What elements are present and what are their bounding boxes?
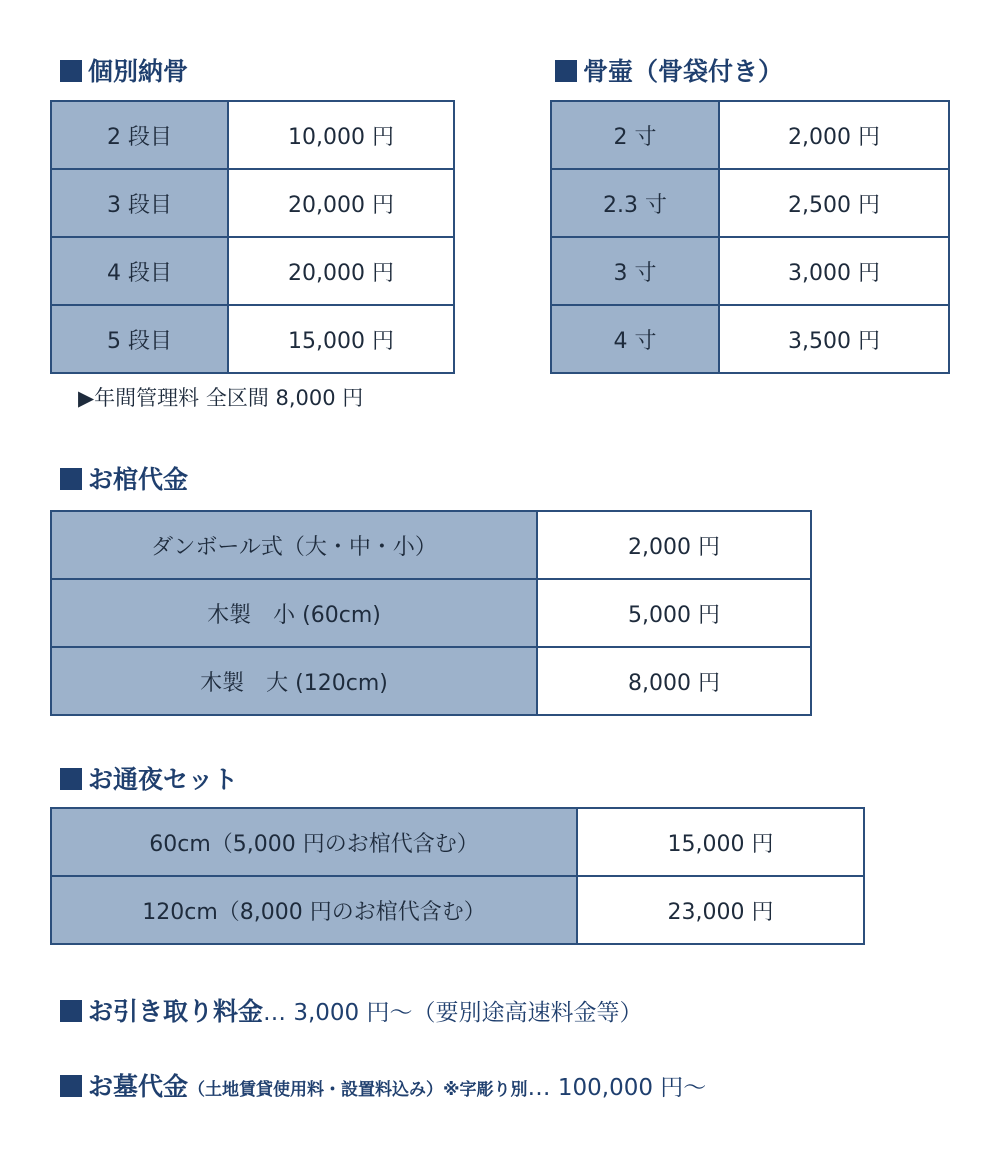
row-label: ダンボール式（大・中・小）: [51, 511, 537, 579]
row-price: 23,000 円: [577, 876, 864, 944]
row-price: 10,000 円: [228, 101, 454, 169]
heading-otsuya-set: [60, 765, 238, 795]
heading-text: お引き取り料金: [88, 997, 264, 1026]
row-price: 2,000 円: [719, 101, 949, 169]
table-row: [51, 305, 454, 373]
row-label: 3 段目: [51, 169, 228, 237]
row-price: 20,000 円: [228, 169, 454, 237]
square-bullet-icon: [60, 60, 82, 82]
square-bullet-icon: [555, 60, 577, 82]
row-price: 2,500 円: [719, 169, 949, 237]
table-row: [51, 876, 864, 944]
heading-text: お墓代金: [88, 1072, 189, 1101]
table-row: [51, 647, 811, 715]
row-label: 5 段目: [51, 305, 228, 373]
haka-price: … 100,000 円～: [527, 1075, 707, 1101]
square-bullet-icon: [60, 468, 82, 490]
square-bullet-icon: [60, 768, 82, 790]
row-price: 3,000 円: [719, 237, 949, 305]
table-row: [551, 101, 949, 169]
hikitori-price: … 3,000 円～（要別途高速料金等）: [263, 1000, 643, 1026]
row-price: 5,000 円: [537, 579, 811, 647]
row-price: 2,000 円: [537, 511, 811, 579]
row-label: 4 段目: [51, 237, 228, 305]
kobetsu-nokotsu-table: [50, 100, 455, 374]
table-row: [51, 808, 864, 876]
square-bullet-icon: [60, 1000, 82, 1022]
row-price: 8,000 円: [537, 647, 811, 715]
row-label: 木製 小 (60cm): [51, 579, 537, 647]
row-label: 2 段目: [51, 101, 228, 169]
table-row: [551, 237, 949, 305]
row-label: 3 寸: [551, 237, 719, 305]
row-label: 2 寸: [551, 101, 719, 169]
row-label: 4 寸: [551, 305, 719, 373]
table-row: [51, 237, 454, 305]
table-row: [51, 101, 454, 169]
heading-kotsutsubo: [555, 57, 783, 87]
heading-text: 個別納骨: [88, 57, 189, 86]
heading-ohikitori: [60, 997, 642, 1028]
row-label: 120cm（8,000 円のお棺代含む）: [51, 876, 577, 944]
haka-conditions: （土地賃貸使用料・設置料込み）※字彫り別: [188, 1080, 528, 1100]
table-row: [51, 169, 454, 237]
heading-kobetsu-nokotsu: [60, 57, 188, 87]
table-row: [551, 169, 949, 237]
row-label: 60cm（5,000 円のお棺代含む）: [51, 808, 577, 876]
table-row: [51, 579, 811, 647]
row-price: 3,500 円: [719, 305, 949, 373]
row-label: 木製 大 (120cm): [51, 647, 537, 715]
row-price: 15,000 円: [228, 305, 454, 373]
row-price: 20,000 円: [228, 237, 454, 305]
table-row: [51, 511, 811, 579]
annual-fee-note: ▶年間管理料 全区間 8,000 円: [78, 386, 364, 410]
heading-okan-daikin: [60, 465, 188, 495]
row-price: 15,000 円: [577, 808, 864, 876]
heading-text: 骨壷（骨袋付き）: [583, 57, 784, 86]
heading-ohaka-daikin: [60, 1072, 706, 1105]
kotsutsubo-table: [550, 100, 950, 374]
square-bullet-icon: [60, 1075, 82, 1097]
heading-text: お通夜セット: [88, 765, 239, 794]
table-row: [551, 305, 949, 373]
row-label: 2.3 寸: [551, 169, 719, 237]
okan-table: [50, 510, 812, 716]
otsuya-table: [50, 807, 865, 945]
heading-text: お棺代金: [88, 465, 189, 494]
